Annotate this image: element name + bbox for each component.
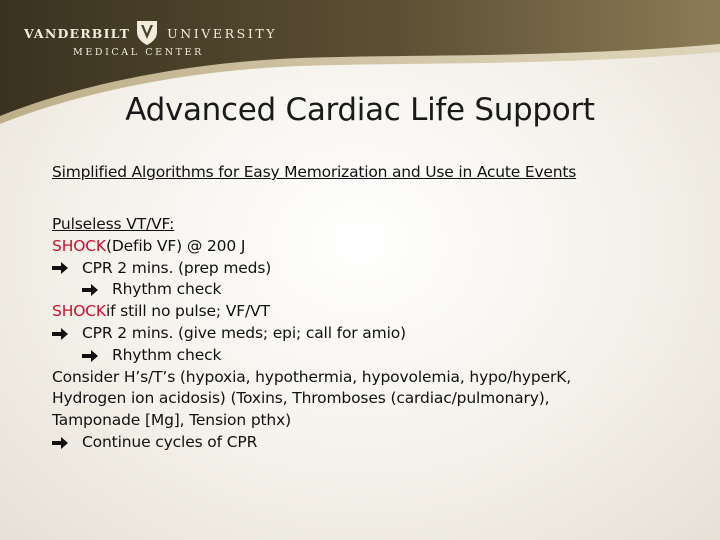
consider-text: Hydrogen ion acidosis) (Toxins, Thromboses (cardiac/pulmonary), bbox=[52, 389, 550, 408]
logo-medical-center: MEDICAL CENTER bbox=[73, 47, 204, 58]
consider-line-2 bbox=[52, 388, 702, 410]
slide-title: Advanced Cardiac Life Support bbox=[125, 92, 595, 128]
shield-icon bbox=[136, 20, 158, 46]
vanderbilt-logo bbox=[0, 14, 278, 64]
cpr-step-text: CPR 2 mins. (prep meds) bbox=[82, 258, 272, 277]
logo-word-vanderbilt: VANDERBILT bbox=[24, 25, 131, 41]
cpr-step-text: CPR 2 mins. (give meds; epi; call for amio) bbox=[82, 323, 406, 342]
consider-line-1 bbox=[52, 367, 702, 389]
consider-text: Tamponade [Mg], Tension pthx) bbox=[52, 411, 292, 430]
rhythm-check-text: Rhythm check bbox=[112, 345, 222, 364]
shock-detail: (Defib VF) @ 200 J bbox=[105, 236, 246, 255]
continue-text: Continue cycles of CPR bbox=[82, 432, 258, 451]
arrow-right-icon bbox=[82, 284, 98, 296]
step-cpr-2 bbox=[52, 323, 702, 345]
algorithm-body bbox=[52, 214, 702, 454]
arrow-right-icon bbox=[52, 262, 68, 274]
consider-line-3 bbox=[52, 410, 702, 432]
consider-text: Consider H’s/T’s (hypoxia, hypothermia, hypovolemia, hypo/hyperK, bbox=[52, 367, 571, 386]
logo-word-university: UNIVERSITY bbox=[167, 25, 278, 41]
step-cpr-1 bbox=[52, 258, 702, 280]
shock-label: SHOCK bbox=[52, 302, 106, 321]
arrow-right-icon bbox=[82, 350, 98, 362]
section-heading: Pulseless VT/VF: bbox=[52, 215, 175, 233]
step-shock-1 bbox=[52, 236, 702, 258]
slide-subtitle: Simplified Algorithms for Easy Memorization and Use in Acute Events bbox=[52, 163, 577, 181]
shock-detail: if still no pulse; VF/VT bbox=[105, 302, 270, 321]
step-rhythm-2 bbox=[52, 345, 702, 367]
section-heading-row bbox=[52, 214, 702, 236]
rhythm-check-text: Rhythm check bbox=[112, 280, 222, 299]
shock-label: SHOCK bbox=[52, 236, 106, 255]
arrow-right-icon bbox=[52, 328, 68, 340]
arrow-right-icon bbox=[52, 437, 68, 449]
step-continue bbox=[52, 432, 702, 454]
step-shock-2 bbox=[52, 301, 702, 323]
step-rhythm-1 bbox=[52, 279, 702, 301]
